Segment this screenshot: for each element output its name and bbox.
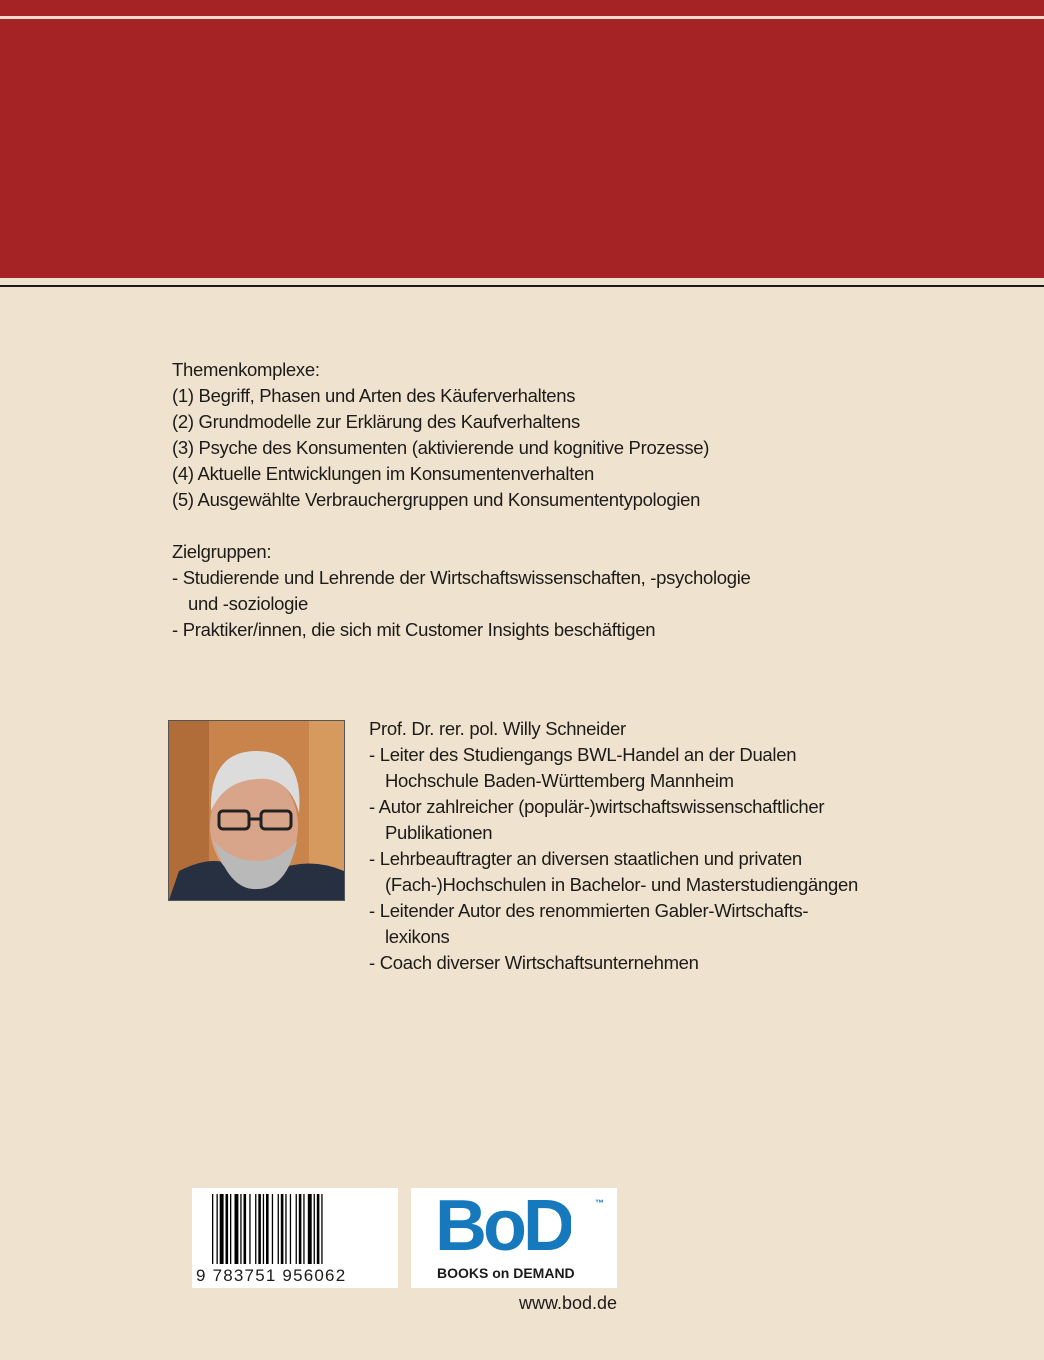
topic-item: (1) Begriff, Phasen und Arten des Käuferverhaltens xyxy=(172,385,576,406)
barcode-bar xyxy=(240,1194,241,1264)
targets-heading: Zielgruppen: xyxy=(172,541,272,562)
topic-item: (5) Ausgewählte Verbrauchergruppen und Konsumententypologien xyxy=(172,489,701,510)
publisher-logo xyxy=(411,1188,617,1288)
barcode-bar xyxy=(299,1194,302,1264)
bio-line: - Leiter des Studiengangs BWL-Handel an der Dualen xyxy=(369,744,797,765)
top-color-band xyxy=(0,0,1044,278)
barcode-bar xyxy=(235,1194,239,1264)
barcode-bar xyxy=(255,1194,256,1264)
barcode-bar xyxy=(258,1194,261,1264)
barcode-bar xyxy=(278,1194,279,1264)
barcode-bar xyxy=(285,1194,286,1264)
target-line: und -soziologie xyxy=(188,593,308,614)
target-groups-section xyxy=(172,539,751,643)
barcode-bar xyxy=(303,1194,304,1264)
bio-line: - Coach diverser Wirtschaftsunternehmen xyxy=(369,952,699,973)
barcode-bar xyxy=(290,1194,291,1264)
horizontal-rule xyxy=(0,285,1044,287)
publisher-url[interactable]: www.bod.de xyxy=(519,1293,618,1313)
topic-item: (4) Aktuelle Entwicklungen im Konsumentenverhalten xyxy=(172,463,595,484)
bio-line: lexikons xyxy=(385,926,450,947)
bod-subtitle: BOOKS on DEMAND xyxy=(437,1265,575,1281)
barcode-bar xyxy=(317,1194,320,1264)
barcode-bar xyxy=(281,1194,284,1264)
topic-item: (2) Grundmodelle zur Erklärung des Kaufverhaltens xyxy=(172,411,580,432)
target-line: - Praktiker/innen, die sich mit Customer Insights beschäftigen xyxy=(172,619,656,640)
barcode-bar xyxy=(321,1194,322,1264)
bio-line: - Autor zahlreicher (populär-)wirtschaftswissenschaftlicher xyxy=(369,796,825,817)
barcode-bar xyxy=(308,1194,312,1264)
barcode-bar xyxy=(266,1194,269,1264)
bio-line: (Fach-)Hochschulen in Bachelor- und Masterstudiengängen xyxy=(385,874,858,895)
isbn-barcode xyxy=(192,1188,398,1288)
author-bio xyxy=(369,716,858,976)
barcode-bar xyxy=(249,1194,250,1264)
topics-heading: Themenkomplexe: xyxy=(172,359,320,380)
barcode-bar xyxy=(220,1194,224,1264)
trademark: ™ xyxy=(595,1198,604,1208)
topic-item: (3) Psyche des Konsumenten (aktivierende und kognitive Prozesse) xyxy=(172,437,710,458)
author-photo xyxy=(168,720,345,901)
barcode-bar xyxy=(230,1194,231,1264)
bod-logo-text: BoD xyxy=(435,1192,571,1260)
target-line: - Studierende und Lehrende der Wirtschaftswissenschaften, -psychologie xyxy=(172,567,751,588)
barcode-bar xyxy=(226,1194,229,1264)
author-name: Prof. Dr. rer. pol. Willy Schneider xyxy=(369,718,626,739)
barcode-bar xyxy=(212,1194,213,1264)
bio-line: - Leitender Autor des renommierten Gabler-Wirtschafts- xyxy=(369,900,809,921)
barcode-bars xyxy=(212,1194,386,1264)
barcode-bar xyxy=(217,1194,218,1264)
barcode-bar xyxy=(272,1194,273,1264)
topics-section xyxy=(172,357,709,513)
barcode-digits: 9 783751 956062 xyxy=(196,1266,347,1285)
bio-line: Publikationen xyxy=(385,822,493,843)
barcode-bar xyxy=(263,1194,264,1264)
band-divider xyxy=(0,16,1044,19)
bio-line: Hochschule Baden-Württemberg Mannheim xyxy=(385,770,734,791)
barcode-bar xyxy=(244,1194,247,1264)
barcode-bar xyxy=(314,1194,315,1264)
bio-line: - Lehrbeauftragter an diversen staatlichen und privaten xyxy=(369,848,802,869)
barcode-bar xyxy=(296,1194,297,1264)
